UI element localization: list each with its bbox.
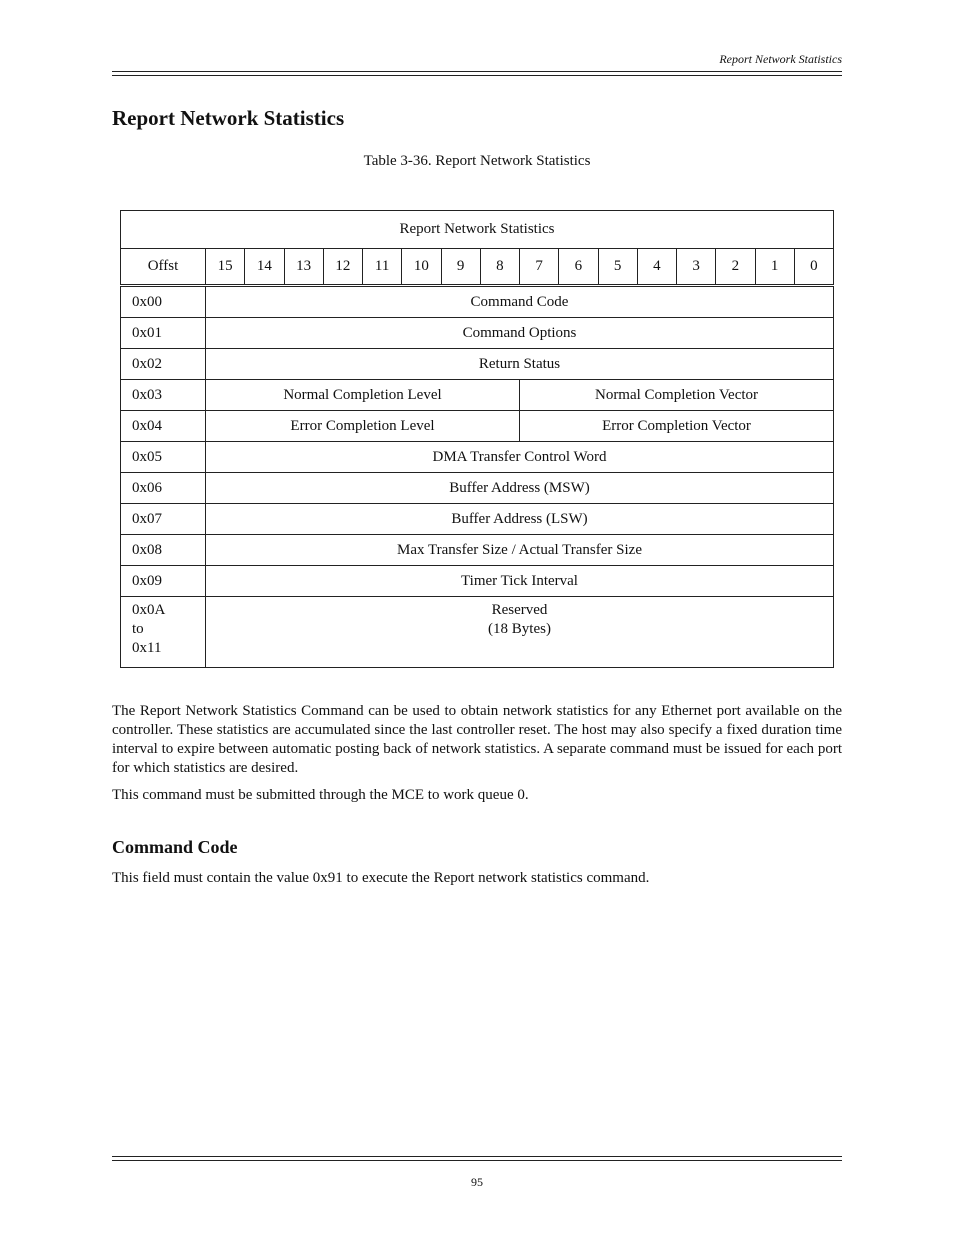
table-row	[121, 442, 834, 473]
bit-header: 5	[598, 249, 637, 286]
header-rule-bottom	[112, 75, 842, 76]
table-caption: Table 3-36. Report Network Statistics	[363, 153, 591, 169]
description-paragraph: This command must be submitted through the MCE to work queue 0.	[112, 787, 529, 803]
row-offset: 0x07	[121, 504, 206, 535]
bit-header: 8	[480, 249, 519, 286]
table-row	[121, 535, 834, 566]
bit-header: 4	[637, 249, 676, 286]
row-field: Command Code	[206, 286, 834, 318]
bit-header: 0	[794, 249, 833, 286]
row-field-low-byte: Error Completion Vector	[520, 411, 834, 442]
row-offset: 0x02	[121, 349, 206, 380]
bit-header: 1	[755, 249, 794, 286]
description-paragraph: The Report Network Statistics Command can be used to obtain network statistics for any Ethernet port available on the controller. These statistics are accumulated since the last controller reset. The host may also specify a fixed duration time interval to expire between automatic posting back of network statistics. A separate command must be issued for each port for which statistics are desired.	[112, 703, 842, 776]
table-row	[121, 473, 834, 504]
page-number: 95	[471, 1175, 483, 1189]
offset-line: 0x11	[132, 640, 162, 656]
row-field: Max Transfer Size / Actual Transfer Size	[206, 535, 834, 566]
field-line: Reserved	[491, 602, 548, 618]
table-row	[121, 504, 834, 535]
table-row	[121, 597, 834, 668]
row-offset	[121, 597, 206, 668]
table-row	[121, 349, 834, 380]
row-offset: 0x00	[121, 286, 206, 318]
field-line: (18 Bytes)	[488, 621, 551, 637]
subsection-paragraph: This field must contain the value 0x91 to execute the Report network statistics command.	[112, 870, 650, 886]
row-field: DMA Transfer Control Word	[206, 442, 834, 473]
bit-header: 13	[284, 249, 323, 286]
row-offset: 0x06	[121, 473, 206, 504]
table-title-row	[121, 211, 834, 249]
table-row	[121, 380, 834, 411]
bit-header: 11	[363, 249, 402, 286]
row-field: Return Status	[206, 349, 834, 380]
header-rule-top	[112, 71, 842, 72]
section-title: Report Network Statistics	[112, 106, 345, 130]
running-header: Report Network Statistics	[719, 52, 842, 66]
row-offset: 0x03	[121, 380, 206, 411]
offset-line: 0x0A	[132, 602, 166, 618]
table-row	[121, 566, 834, 597]
table-row	[121, 318, 834, 349]
table-row	[121, 411, 834, 442]
table-title: Report Network Statistics	[121, 211, 834, 249]
subsection-title: Command Code	[112, 837, 238, 857]
bit-header: 6	[559, 249, 598, 286]
bit-header-row	[121, 249, 834, 286]
row-field-high-byte: Normal Completion Level	[206, 380, 520, 411]
offset-header: Offst	[121, 249, 206, 286]
bit-header: 2	[716, 249, 755, 286]
row-field-low-byte: Normal Completion Vector	[520, 380, 834, 411]
row-field: Timer Tick Interval	[206, 566, 834, 597]
row-offset: 0x04	[121, 411, 206, 442]
row-field: Buffer Address (LSW)	[206, 504, 834, 535]
row-field: Command Options	[206, 318, 834, 349]
row-field-high-byte: Error Completion Level	[206, 411, 520, 442]
row-offset: 0x05	[121, 442, 206, 473]
row-offset: 0x09	[121, 566, 206, 597]
bit-header: 9	[441, 249, 480, 286]
bit-header: 7	[520, 249, 559, 286]
footer-rule-top	[112, 1156, 842, 1157]
command-block-table	[120, 210, 834, 668]
bit-header: 10	[402, 249, 441, 286]
table-row	[121, 286, 834, 318]
bit-header: 12	[323, 249, 362, 286]
row-offset: 0x08	[121, 535, 206, 566]
row-offset: 0x01	[121, 318, 206, 349]
offset-line: to	[132, 621, 144, 637]
footer-rule-bottom	[112, 1160, 842, 1161]
row-field: Buffer Address (MSW)	[206, 473, 834, 504]
bit-header: 3	[677, 249, 716, 286]
bit-header: 14	[245, 249, 284, 286]
row-field	[206, 597, 834, 668]
bit-header: 15	[206, 249, 245, 286]
